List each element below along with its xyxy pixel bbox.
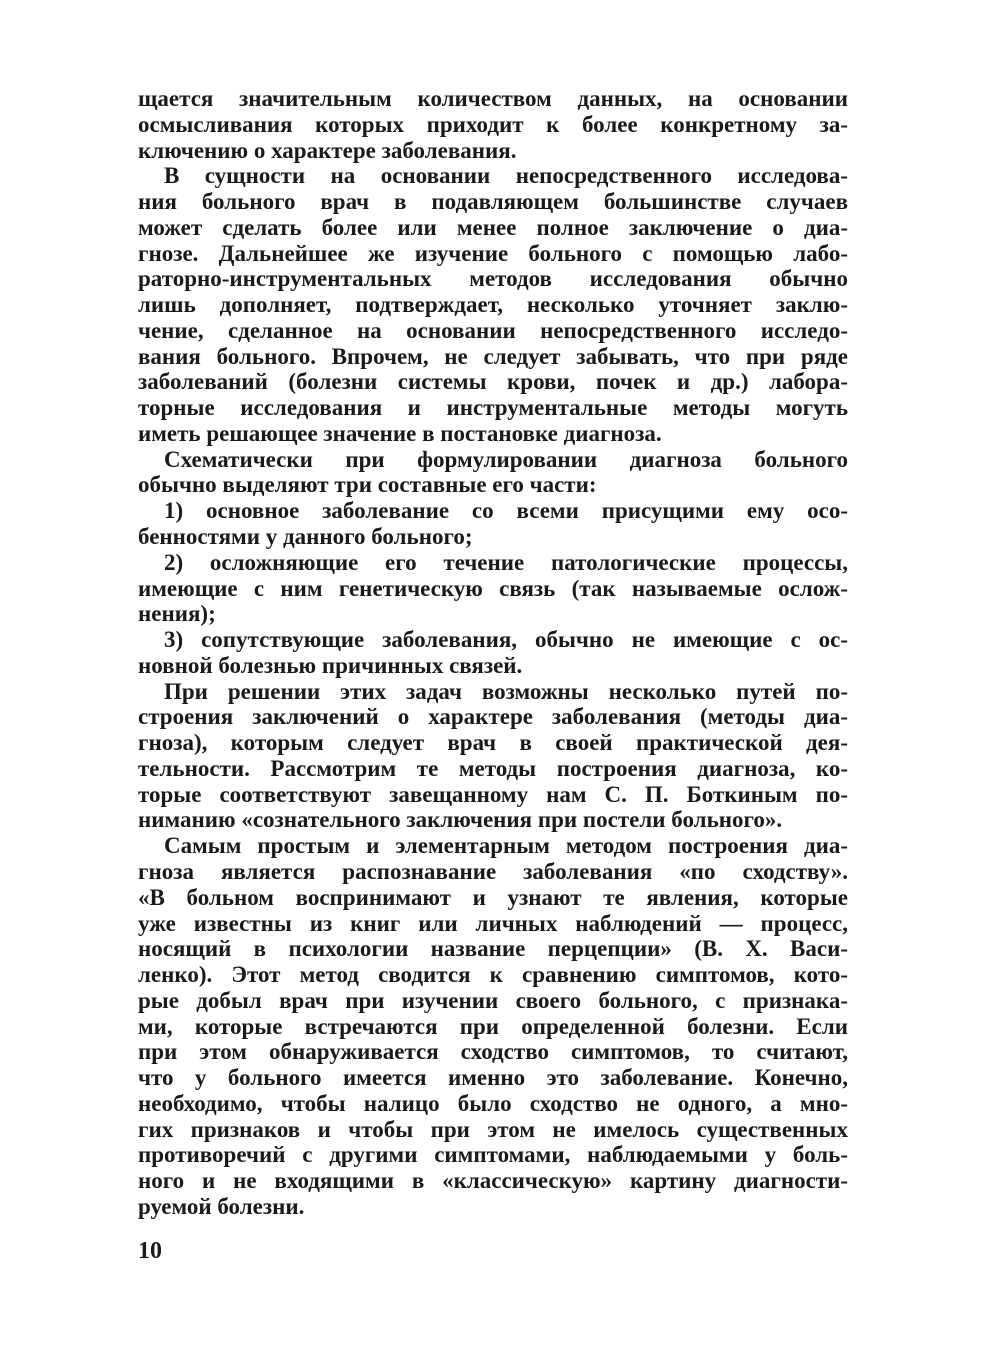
text-line: тельности. Рассмотрим те методы построения диагноза, ко-: [138, 755, 848, 781]
text-line: иметь решающее значение в постановке диагноза.: [138, 420, 662, 446]
text-line: лишь дополняет, подтверждает, несколько уточняет заклю-: [138, 292, 848, 318]
text-line: противоречий с другими симптомами, наблюдаемыми у боль-: [138, 1142, 848, 1168]
text-line: бенностями у данного больного;: [138, 524, 473, 550]
text-line: строения заключений о характере заболевания (методы диа-: [138, 704, 848, 730]
text-line: ми, которые встречаются при определенной болезни. Если: [138, 1013, 848, 1039]
text-line: торные исследования и инструментальные методы могуть: [138, 395, 848, 421]
text-line: заболеваний (болезни системы крови, почек и др.) лабора-: [138, 369, 848, 395]
text-line: уже известны из книг или личных наблюдений — процесс,: [138, 910, 848, 936]
text-line: ключению о характере заболевания.: [138, 137, 517, 163]
text-line: гноза), которым следует врач в своей практической дея-: [138, 730, 848, 756]
text-line: ленко). Этот метод сводится к сравнению симптомов, кото-: [138, 962, 848, 988]
text-line: 2) осложняющие его течение патологические процессы,: [164, 549, 848, 575]
text-line: что у больного имеется именно это заболевание. Конечно,: [138, 1065, 848, 1091]
text-line: рые добыл врач при изучении своего больного, с признака-: [138, 987, 848, 1013]
page-number: 10: [138, 1238, 162, 1264]
text-line: В сущности на основании непосредственного исследова-: [164, 163, 848, 189]
text-line: Самым простым и элементарным методом построения диа-: [164, 833, 848, 859]
text-line: ния больного врач в подавляющем большинстве случаев: [138, 189, 848, 215]
text-line: новной болезнью причинных связей.: [138, 652, 523, 678]
text-line: 1) основное заболевание со всеми присущими ему осо-: [164, 498, 848, 524]
text-line: гих признаков и чтобы при этом не имелось существенных: [138, 1116, 848, 1142]
text-line: При решении этих задач возможны несколько путей по-: [164, 678, 848, 704]
text-line: носящий в психологии название перцепции» (В. Х. Васи-: [138, 936, 848, 962]
text-line: осмысливания которых приходит к более конкретному за-: [138, 111, 848, 137]
text-line: при этом обнаруживается сходство симптомов, то считают,: [138, 1039, 848, 1065]
text-line: ного и не входящими в «классическую» картину диагности-: [138, 1168, 848, 1194]
text-line: руемой болезни.: [138, 1193, 305, 1219]
text-line: может сделать более или менее полное заключение о диа-: [138, 214, 848, 240]
text-line: 3) сопутствующие заболевания, обычно не имеющие с ос-: [164, 627, 848, 653]
text-line: гноза является распознавание заболевания «по сходству».: [138, 858, 848, 884]
text-line: ниманию «сознательного заключения при постели больного».: [138, 807, 783, 833]
text-line: гнозе. Дальнейшее же изучение больного с помощью лабо-: [138, 240, 848, 266]
text-line: торые соответствуют завещанному нам С. П. Боткиным по-: [138, 781, 848, 807]
text-line: щается значительным количеством данных, на основании: [138, 86, 848, 111]
text-line: имеющие с ним генетическую связь (так называемые ослож-: [138, 575, 848, 601]
text-line: обычно выделяют три составные его части:: [138, 472, 597, 498]
text-line: Схематически при формулировании диагноза больного: [164, 446, 848, 472]
page-body-text: [138, 86, 848, 1220]
text-line: «В больном воспринимают и узнают те явления, которые: [138, 884, 848, 910]
text-line: раторно-инструментальных методов исследования обычно: [138, 266, 848, 292]
text-line: нения);: [138, 601, 216, 627]
text-line: чение, сделанное на основании непосредственного исследо-: [138, 317, 848, 343]
text-line: вания больного. Впрочем, не следует забывать, что при ряде: [138, 343, 848, 369]
text-line: необходимо, чтобы налицо было сходство не одного, а мно-: [138, 1090, 848, 1116]
